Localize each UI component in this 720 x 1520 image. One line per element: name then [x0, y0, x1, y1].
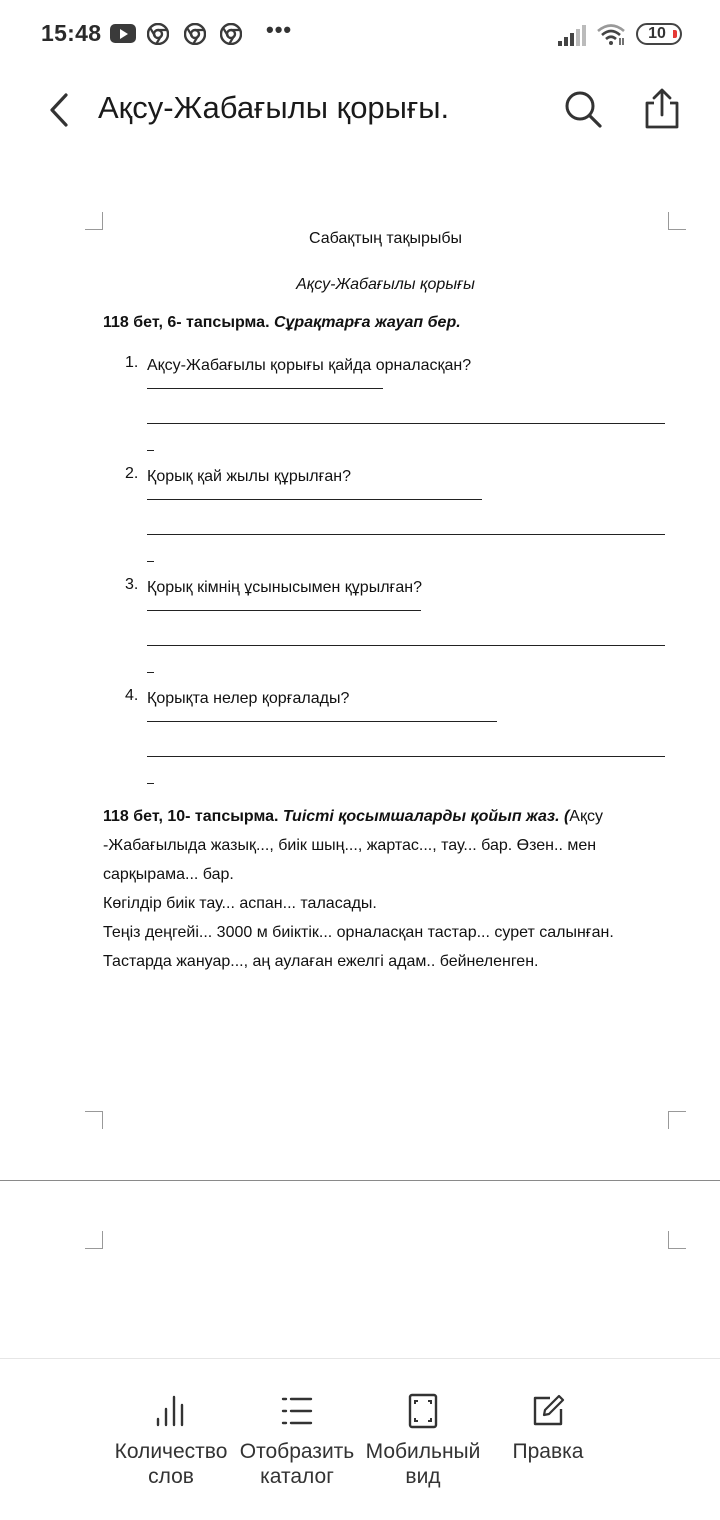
lesson-subtitle: Ақсу-Жабағылы қорығы — [296, 276, 475, 293]
show-catalog-button[interactable] — [233, 1393, 361, 1489]
document-page — [103, 230, 668, 976]
question-item — [125, 465, 668, 562]
bar-chart-icon — [153, 1393, 189, 1429]
chrome-icon — [184, 23, 206, 45]
page-corner-mark — [85, 1111, 103, 1129]
page-corner-mark — [668, 1111, 686, 1129]
document-title: Ақсу-Жабағылы қорығы. — [98, 90, 450, 125]
answer-line — [147, 756, 665, 757]
page-corner-mark — [668, 212, 686, 230]
chrome-icon — [147, 23, 169, 45]
answer-line-end — [147, 672, 154, 673]
answer-line-end — [147, 561, 154, 562]
answer-line — [147, 645, 665, 646]
answer-line — [147, 388, 383, 389]
answer-line-end — [147, 450, 154, 451]
task2-instruction: Тиісті қосымшаларды қойып жаз. ( — [282, 808, 570, 825]
word-count-button[interactable] — [107, 1393, 235, 1489]
word-count-label: Количество слов — [114, 1440, 228, 1488]
share-button[interactable] — [642, 88, 682, 130]
question-item — [125, 354, 668, 451]
answer-line — [147, 610, 421, 611]
page-corner-mark — [668, 1231, 686, 1249]
answer-line — [147, 499, 482, 500]
exercise-sentence: Теңіз деңгейі... 3000 м биіктік... орналасқан тастар... сурет салынған. Тастарда жануар..., аң аулаған ежелгі адам.. бейнеленген. — [103, 924, 614, 970]
answer-line — [147, 534, 665, 535]
mobile-view-button[interactable] — [359, 1393, 487, 1489]
search-button[interactable] — [562, 88, 604, 130]
battery-icon — [636, 23, 682, 45]
signal-icon — [558, 24, 588, 46]
page-break-divider — [0, 1180, 720, 1181]
list-icon — [279, 1393, 315, 1429]
app-header — [0, 70, 720, 150]
status-time: 15:48 — [41, 20, 102, 46]
question-text: Ақсу-Жабағылы қорығы қайда орналасқан? — [147, 357, 472, 374]
edit-button[interactable] — [484, 1393, 612, 1464]
task-prefix: 118 бет, 6- тапсырма. — [103, 314, 270, 331]
question-list — [103, 354, 668, 784]
edit-label: Правка — [512, 1440, 584, 1463]
show-catalog-label: Отобразить каталог — [239, 1440, 355, 1488]
task2-prefix: 118 бет, 10- тапсырма. — [103, 808, 279, 825]
question-number: 2. — [125, 465, 139, 482]
task2-text: Ақсу -Жабағылыда жазық..., биік шың..., жартас..., тау... бар. Өзен.. мен сарқырама... бар. — [103, 808, 603, 883]
answer-line — [147, 721, 497, 722]
status-bar — [0, 0, 720, 70]
mobile-view-label: Мобильный вид — [365, 1440, 481, 1488]
battery-level: 10 — [648, 25, 666, 42]
chrome-icon — [220, 23, 242, 45]
answer-line-end — [147, 783, 154, 784]
more-notifications-icon: ••• — [266, 17, 293, 42]
page-corner-mark — [85, 1231, 103, 1249]
youtube-icon — [110, 24, 136, 43]
question-text: Қорық қай жылы құрылған? — [147, 468, 352, 485]
wifi-icon — [596, 22, 626, 46]
task-heading — [103, 314, 668, 332]
question-number: 4. — [125, 687, 139, 704]
question-item — [125, 576, 668, 673]
exercise-sentence: Көгілдір биік тау... аспан... таласады. — [103, 895, 377, 912]
task2-paragraph — [103, 802, 668, 889]
question-text: Қорық кімнің ұсынысымен құрылған? — [147, 579, 423, 596]
question-item — [125, 687, 668, 784]
answer-line — [147, 423, 665, 424]
page-corner-mark — [85, 212, 103, 230]
mobile-view-icon — [405, 1393, 441, 1429]
lesson-topic-label: Сабақтың тақырыбы — [308, 230, 463, 247]
bottom-toolbar — [0, 1358, 720, 1520]
task-instruction: Сұрақтарға жауап бер. — [273, 314, 461, 331]
question-number: 3. — [125, 576, 139, 593]
back-button[interactable] — [40, 90, 80, 130]
question-text: Қорықта нелер қорғалады? — [147, 690, 350, 707]
question-number: 1. — [125, 354, 139, 371]
edit-icon — [530, 1393, 566, 1429]
